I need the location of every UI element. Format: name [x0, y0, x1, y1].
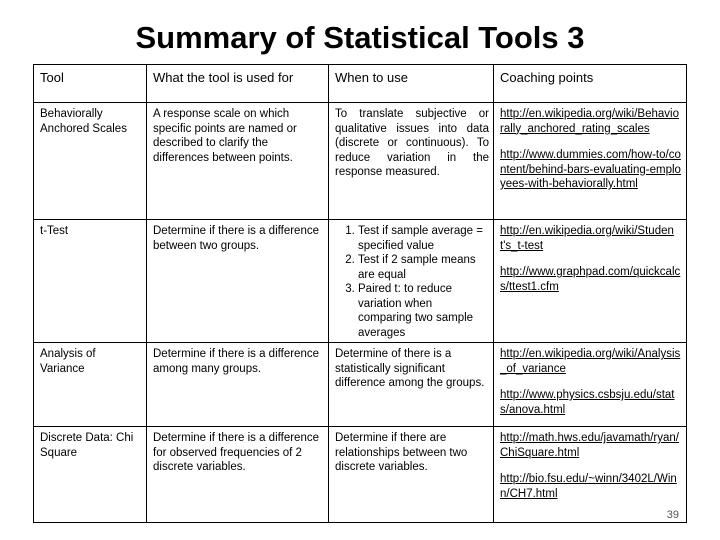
tool-purpose: A response scale on which specific points are named or described to clarify the differences between points. [153, 108, 297, 164]
coaching-link[interactable]: http://bio.fsu.edu/~winn/3402L/Winn/CH7.html [500, 473, 677, 500]
list-item: 1. Test if sample average = specified value [358, 224, 489, 253]
coaching-link[interactable]: http://en.wikipedia.org/wiki/Behaviorally_anchored_rating_scales [500, 108, 679, 135]
tool-name: t-Test [40, 225, 69, 237]
list-item: 3. Paired t: to reduce variation when comparing two sample averages [358, 282, 489, 340]
table-row [34, 427, 687, 523]
page-number: 39 [666, 509, 679, 521]
statistical-tools-table [33, 64, 687, 523]
header-when-to-use: When to use [329, 65, 494, 103]
tool-purpose: Determine if there is a difference among many groups. [153, 348, 319, 375]
slide-title: Summary of Statistical Tools 3 [135, 20, 585, 55]
coaching-link[interactable]: http://math.hws.edu/javamath/ryan/ChiSquare.html [500, 432, 679, 459]
header-used-for: What the tool is used for [147, 65, 329, 103]
tool-name: Behaviorally Anchored Scales [40, 108, 127, 135]
tool-purpose: Determine if there is a difference between two groups. [153, 225, 319, 252]
when-to-use: To translate subjective or qualitative issues into data (discrete or continuous). To reduce variation in the response measured. [335, 108, 489, 178]
coaching-link[interactable]: http://en.wikipedia.org/wiki/Analysis_of_variance [500, 348, 681, 375]
when-to-use: Determine of there is a statistically significant difference among the groups. [335, 348, 485, 389]
table-row [34, 343, 687, 427]
tool-name: Discrete Data: Chi Square [40, 432, 134, 459]
coaching-link[interactable]: http://www.graphpad.com/quickcalcs/ttest1.cfm [500, 266, 681, 293]
tool-name: Analysis of Variance [40, 348, 96, 375]
tool-purpose: Determine if there is a difference for observed frequencies of 2 discrete variables. [153, 432, 319, 473]
list-item: 2. Test if 2 sample means are equal [358, 253, 489, 282]
header-coaching-points: Coaching points [494, 65, 687, 103]
table-row [34, 103, 687, 220]
header-tool: Tool [34, 65, 147, 103]
when-to-use: Determine if there are relationships between two discrete variables. [335, 432, 468, 473]
coaching-link[interactable]: http://en.wikipedia.org/wiki/Student's_t-test [500, 225, 674, 252]
coaching-link[interactable]: http://www.dummies.com/how-to/content/behind-bars-evaluating-employees-with-behaviorally.html [500, 149, 681, 190]
coaching-link[interactable]: http://www.physics.csbsju.edu/stats/anova.html [500, 389, 675, 416]
when-to-use-list [329, 224, 489, 340]
table-header-row [34, 65, 687, 103]
table-row [34, 220, 687, 343]
